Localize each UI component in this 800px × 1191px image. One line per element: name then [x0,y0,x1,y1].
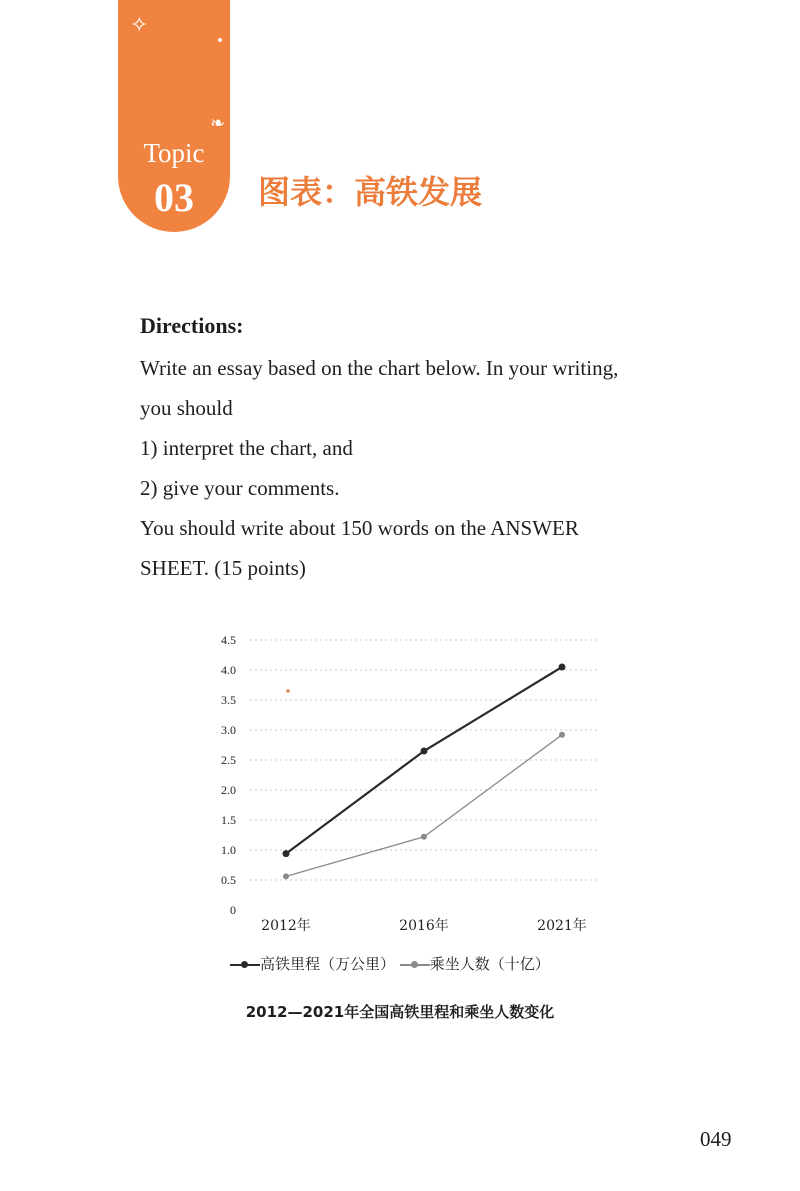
directions-text [140,348,685,588]
directions-line: SHEET. (15 points) [140,556,306,580]
legend-swatch-mileage [230,960,260,970]
sparkle-icon: ✧ [130,12,149,37]
directions-line: You should write about 150 words on the ANSWER [140,516,579,540]
page-title: 图表：高铁发展 [258,173,483,211]
speck-mark [286,689,290,693]
data-point [559,664,566,671]
chart-legend [230,953,630,975]
data-point [283,850,290,857]
y-tick-label: 3.5 [221,693,236,707]
directions-line: Write an essay based on the chart below. In your writing, [140,356,619,380]
legend-swatch-passengers [400,960,430,970]
y-tick-label: 0 [230,903,236,917]
leaf-icon: ❧ [210,113,226,133]
data-point [421,748,428,755]
directions-heading: Directions: [140,313,244,338]
y-tick-label: 0.5 [221,873,236,887]
legend-label-mileage: 高铁里程（万公里） [260,955,396,973]
line-chart [210,625,610,950]
data-point [283,873,289,879]
x-tick-label: 2021年 [537,918,587,934]
series-line-passengers [286,735,562,877]
y-tick-label: 4.0 [221,663,236,677]
y-tick-label: 2.5 [221,753,236,767]
y-tick-label: 1.5 [221,813,236,827]
topic-badge [118,0,230,232]
legend-label-passengers: 乘坐人数（十亿） [429,955,550,973]
directions-line: 2) give your comments. [140,476,340,500]
topic-number: 03 [154,175,194,220]
directions-line: 1) interpret the chart, and [140,436,353,460]
topic-label: Topic [143,138,205,168]
chart-caption: 2012—2021年全国高铁里程和乘坐人数变化 [245,1003,555,1021]
x-tick-label: 2012年 [261,918,311,934]
y-tick-label: 2.0 [221,783,236,797]
y-tick-label: 3.0 [221,723,236,737]
data-point [421,834,427,840]
x-tick-label: 2016年 [399,918,449,934]
data-point [559,732,565,738]
y-tick-label: 1.0 [221,843,236,857]
dot-decoration [218,38,222,42]
directions-line: you should [140,396,233,420]
page-number: 049 [700,1127,732,1151]
y-tick-label: 4.5 [221,633,236,647]
